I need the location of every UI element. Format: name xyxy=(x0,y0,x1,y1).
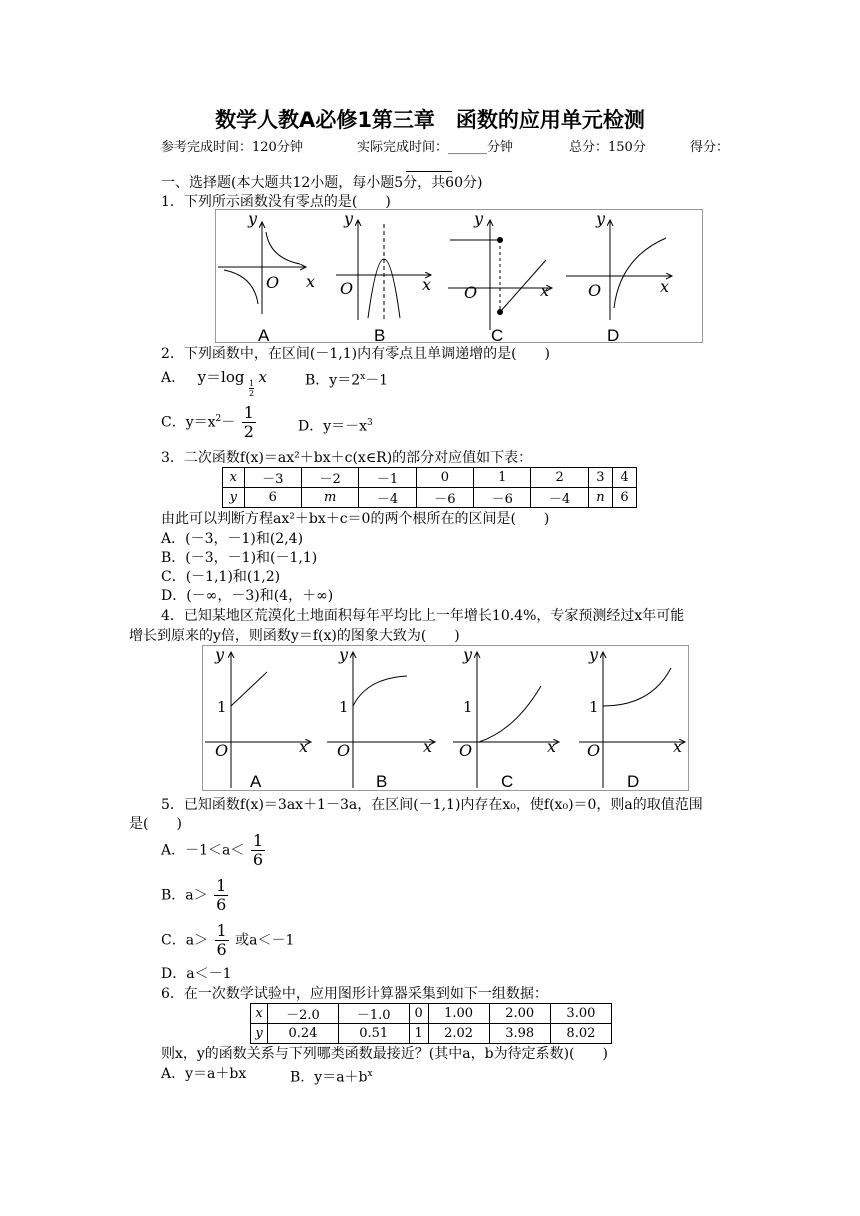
q3-option-d: D．(－∞，－3)和(4，＋∞) xyxy=(161,588,334,604)
svg-text:y: y xyxy=(596,210,606,228)
q2-stem: 2．下列函数中，在区间(－1,1)内有零点且单调递增的是( ) xyxy=(161,346,551,362)
svg-text:O: O xyxy=(340,279,354,298)
svg-text:O: O xyxy=(464,283,478,302)
q5-option-d: D．a＜－1 xyxy=(161,966,232,982)
q1-graph-b xyxy=(336,210,431,320)
q4-graph-b xyxy=(327,646,435,788)
svg-text:O: O xyxy=(588,281,602,300)
q2-option-c: C．$y=x^2-$ $\frac{1}{2}$ xyxy=(161,403,254,441)
q4-graph-d xyxy=(579,646,685,788)
svg-text:x: x xyxy=(422,275,432,294)
q3-option-c: C．(－1,1)和(1,2) xyxy=(161,569,281,585)
svg-text:O: O xyxy=(266,273,280,292)
svg-text:x: x xyxy=(540,281,550,300)
svg-text:y: y xyxy=(463,646,473,664)
svg-text:1: 1 xyxy=(217,698,227,716)
q5-line2: 是( ) xyxy=(129,816,182,832)
total-score: 总分：150分 xyxy=(569,140,646,155)
svg-text:x: x xyxy=(306,272,316,291)
table-row: x －2.0 －1.0 0 1.00 2.00 3.00 xyxy=(251,1004,612,1024)
svg-text:O: O xyxy=(459,741,473,760)
q3-stem: 3．二次函数f(x)＝ax²＋bx＋c(x∈R)的部分对应值如下表： xyxy=(161,450,533,466)
q5-option-c: C．a＞ $\frac{1}{6}$ 或a＜－1 xyxy=(161,921,295,959)
svg-text:y: y xyxy=(474,210,484,228)
q1-label-d: D xyxy=(607,326,620,345)
q4-graph-a xyxy=(205,646,311,788)
q4-graph-c xyxy=(453,646,559,788)
q4-label-d: D xyxy=(627,772,640,791)
q2-a-label: A． xyxy=(161,370,186,386)
svg-text:O: O xyxy=(215,741,229,760)
q1-stem: 1．下列所示函数没有零点的是( ) xyxy=(161,194,391,210)
section-heading: 一、选择题(本大题共12小题，每小题5分，共60分) xyxy=(161,175,483,191)
score-field: 得分： xyxy=(690,140,730,155)
q3-option-a: A．(－3，－1)和(2,4) xyxy=(161,531,304,547)
svg-text:x: x xyxy=(673,737,683,756)
q1-label-a: A xyxy=(258,326,270,345)
q4-label-a: A xyxy=(250,772,262,791)
svg-text:y: y xyxy=(339,646,349,664)
q6-option-a: A．y＝a＋bx xyxy=(161,1066,247,1082)
svg-text:O: O xyxy=(587,741,601,760)
table-row: y 6 m －4 －6 －6 －4 n 6 xyxy=(223,488,637,508)
q1-graph-d xyxy=(566,210,672,320)
q2-option-d: D．$y=-x^3$ xyxy=(298,418,373,435)
q2-a-x: x xyxy=(258,368,267,386)
page-title: 数学人教A必修1第三章 函数的应用单元检测 xyxy=(215,108,645,132)
table-row: x －3 －2 －1 0 1 2 3 4 xyxy=(223,468,637,488)
svg-text:y: y xyxy=(215,646,225,664)
q1-label-b: B xyxy=(374,326,386,345)
q3-option-b: B．(－3，－1)和(－1,1) xyxy=(161,550,318,566)
q3-value-table xyxy=(222,467,637,508)
q2-a-base: $\frac{1}{2}$ xyxy=(248,379,255,398)
q1-graph-a xyxy=(218,210,315,314)
svg-text:y: y xyxy=(248,210,258,228)
q4-label-b: B xyxy=(376,772,388,791)
q5-option-a: A．－1＜a＜ $\frac{1}{6}$ xyxy=(161,831,264,869)
q2-a-expr: y＝log xyxy=(197,368,245,386)
q4-line2: 增长到原来的y倍，则函数y＝f(x)的图象大致为( ) xyxy=(129,628,460,644)
svg-text:x: x xyxy=(547,737,557,756)
q1-graph-c xyxy=(448,210,552,330)
ref-time: 参考完成时间：120分钟 xyxy=(161,140,303,155)
q1-graphs xyxy=(215,209,703,343)
svg-text:y: y xyxy=(344,210,354,228)
q4-graphs xyxy=(202,645,689,791)
q2-option-a xyxy=(161,368,267,398)
q2-option-b: B．$y=2^x-1$ xyxy=(305,372,389,389)
q1-graphs-svg xyxy=(216,210,702,342)
q4-label-c: C xyxy=(501,772,514,791)
score-underline xyxy=(406,171,452,172)
svg-text:1: 1 xyxy=(463,698,473,716)
q4-graphs-svg xyxy=(203,646,688,790)
q6-follow: 则x，y的函数关系与下列哪类函数最接近？(其中a，b为待定系数)( ) xyxy=(161,1046,608,1062)
table-row: y 0.24 0.51 1 2.02 3.98 8.02 xyxy=(251,1024,612,1044)
q1-label-c: C xyxy=(491,326,504,345)
actual-time: 实际完成时间：______分钟 xyxy=(357,140,514,155)
q5-option-b: B．a＞ $\frac{1}{6}$ xyxy=(161,876,227,914)
q2-c-frac: $\frac{1}{2}$ xyxy=(243,403,254,441)
q3-follow: 由此可以判断方程ax²＋bx＋c＝0的两个根所在的区间是( ) xyxy=(161,511,550,527)
q6-data-table xyxy=(250,1003,612,1044)
q4-line1: 4．已知某地区荒漠化土地面积每年平均比上一年增长10.4%，专家预测经过x年可能 xyxy=(161,608,685,624)
svg-text:1: 1 xyxy=(339,698,349,716)
svg-text:y: y xyxy=(589,646,599,664)
svg-text:x: x xyxy=(299,737,309,756)
svg-text:O: O xyxy=(337,741,351,760)
svg-text:x: x xyxy=(423,737,433,756)
q6-option-b: B．$y=a+b^x$ xyxy=(290,1069,373,1086)
svg-text:1: 1 xyxy=(589,698,599,716)
svg-text:x: x xyxy=(660,277,670,296)
q5-line1: 5．已知函数f(x)＝3ax＋1－3a，在区间(－1,1)内存在x₀，使f(x₀)＝0，则a的取值范围 xyxy=(161,797,703,813)
q6-stem: 6．在一次数学试验中，应用图形计算器采集到如下一组数据： xyxy=(161,986,548,1002)
